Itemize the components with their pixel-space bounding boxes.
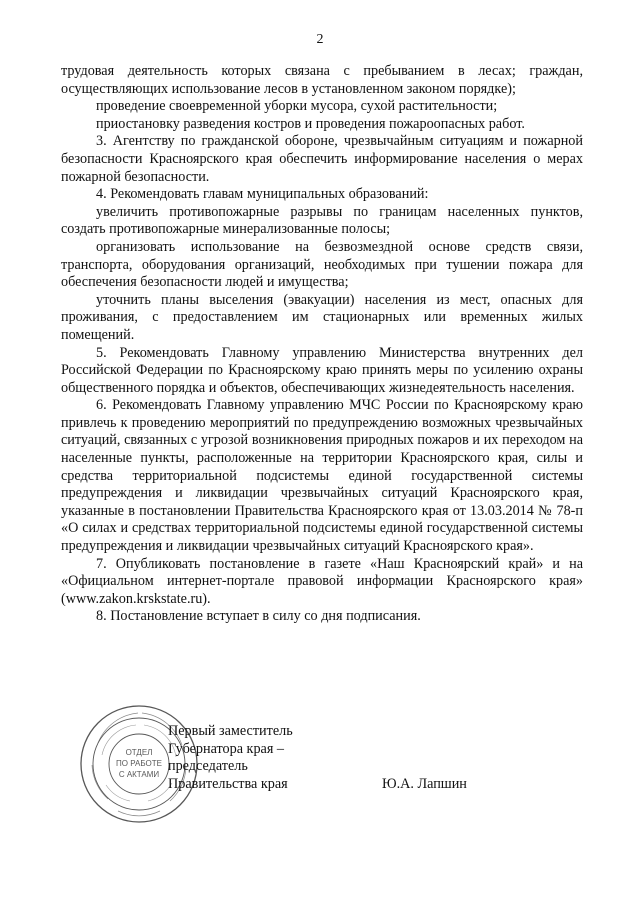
page-number: 2 xyxy=(316,32,324,47)
signature-title-line4: Правительства края xyxy=(168,775,288,792)
paragraph-item-4-evacuation: уточнить планы выселения (эвакуации) населения из мест, опасных для проживания, с предоставлением им стационарных или временных жилых помещений. xyxy=(61,291,583,343)
stamp-center-line3: С АКТАМИ xyxy=(118,770,160,779)
signature-title-line3: председатель xyxy=(168,758,248,775)
paragraph-item-4: 4. Рекомендовать главам муниципальных образований: xyxy=(96,186,429,203)
paragraph-item-4-firebreaks: увеличить противопожарные разрывы по границам населенных пунктов, создать противопожарные минерализованные полосы; xyxy=(61,203,583,238)
signature-title-line1: Первый заместитель xyxy=(168,723,293,739)
paragraph-continuation: трудовая деятельность которых связана с пребыванием в лесах; граждан, осуществляющих использование лесов в установленном законом порядке); xyxy=(61,63,583,97)
paragraph-item-7: 7. Опубликовать постановление в газете «Наш Красноярский край» и на «Официальном интернет-портале правовой информации Красноярского края» (www.zakon.krskstate.ru). xyxy=(61,555,583,607)
signature-title-line2: Губернатора края – xyxy=(168,740,285,757)
stamp-center-line2: ПО РАБОТЕ xyxy=(116,759,162,768)
paragraph-fire-suspension: приостановку разведения костров и проведения пожароопасных работ. xyxy=(96,115,525,132)
signatory-name: Ю.А. Лапшин xyxy=(382,776,467,792)
stamp-center-line1: ОТДЕЛ xyxy=(125,748,153,757)
paragraph-item-3: 3. Агентству по гражданской обороне, чрезвычайным ситуациям и пожарной безопасности Красноярского края обеспечить информирование населения о мерах пожарной безопасности. xyxy=(61,133,583,185)
paragraph-item-5: 5. Рекомендовать Главному управлению Министерства внутренних дел Российской Федерации по Красноярскому краю принять меры по усилению охраны общественного порядка и объектов, обеспечивающих жизнедеятельность населения. xyxy=(61,344,583,396)
paragraph-item-8: 8. Постановление вступает в силу со дня подписания. xyxy=(96,608,421,625)
paragraph-garbage-cleanup: проведение своевременной уборки мусора, сухой растительности; xyxy=(96,98,498,115)
document-body xyxy=(61,63,583,626)
paragraph-item-6: 6. Рекомендовать Главному управлению МЧС России по Красноярскому краю привлечь к проведению мероприятий по предупреждению возможных чрезвычайных ситуаций, связанных с угрозой возникновения природных пожаров и их переходом на населенные пункты, расположенные на территории Красноярского края, силы и средства территориальной подсистемы единой государственной системы предупреждения и ликвидации чрезвычайных ситуаций Красноярского края, указанные в постановлении Правительства Красноярского края от 13.03.2014 № 78-п «О силах и средствах территориальной подсистемы единой государственной системы предупреждения и ликвидации чрезвычайных ситуаций Красноярского края». xyxy=(61,397,583,555)
paragraph-item-4-communications: организовать использование на безвозмездной основе средств связи, транспорта, оборудования организаций, необходимых при тушении пожара для обеспечения безопасности людей и имущества; xyxy=(61,238,583,291)
